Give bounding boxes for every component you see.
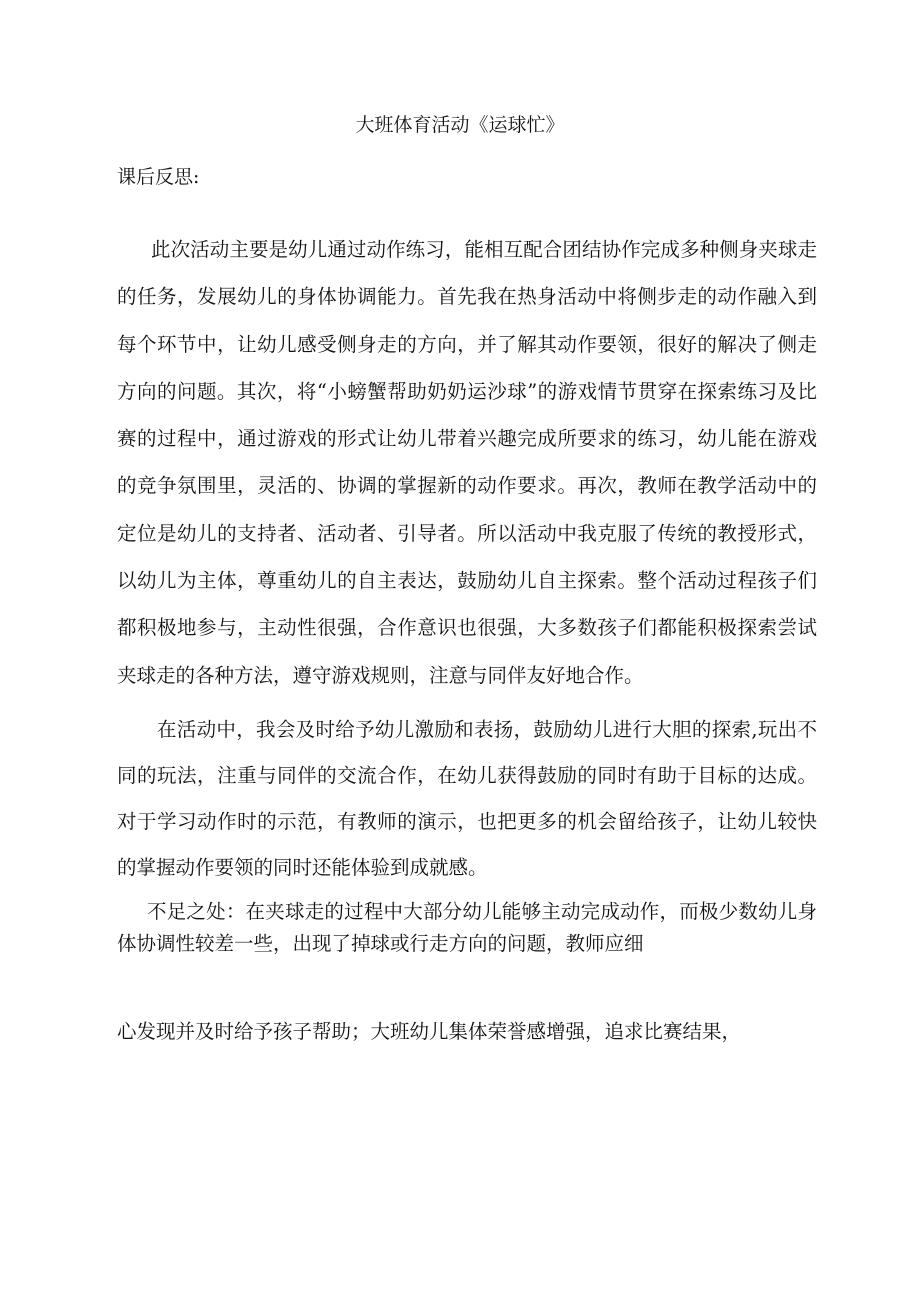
paragraph-shortcomings: 不足之处：在夹球走的过程中大部分幼儿能够主动完成动作，而极少数幼儿身体协调性较差一些，出现了掉球或行走方向的问题，教师应细 xyxy=(117,900,817,955)
paragraph-reflection-main: 此次活动主要是幼儿通过动作练习，能相互配合团结协作完成多种侧身夹球走的任务，发展幼儿的身体协调能力。首先我在热身活动中将侧步走的动作融入到每个环节中，让幼儿感受侧身走的方向，并了解其动作要领，很好的解决了侧走方向的问题。其次，将“小螃蟹帮助奶奶运沙球”的游戏情节贯穿在探索练习及比赛的过程中，通过游戏的形式让幼儿带着兴趣完成所要求的练习，幼儿能在游戏的竞争氛围里，灵活的、协调的掌握新的动作要求。再次，教师在教学活动中的定位是幼儿的支持者、活动者、引导者。所以活动中我克服了传统的教授形式，以幼儿为主体，尊重幼儿的自主表达，鼓励幼儿自主探索。整个活动过程孩子们都积极地参与，主动性很强，合作意识也很强，大多数孩子们都能积极探索尝试夹球走的各种方法，遵守游戏规则，注意与同伴友好地合作。 xyxy=(117,238,817,687)
paragraph-continuation: 心发现并及时给予孩子帮助；大班幼儿集体荣誉感增强，追求比赛结果， xyxy=(117,1020,742,1043)
section-heading: 课后反思: xyxy=(117,166,200,188)
document-title: 大班体育活动《运球忙》 xyxy=(355,114,565,136)
paragraph-encouragement: 在活动中，我会及时给予幼儿激励和表扬，鼓励幼儿进行大胆的探索,玩出不同的玩法，注重与同伴的交流合作，在幼儿获得鼓励的同时有助于目标的达成。对于学习动作时的示范，有教师的演示，也把更多的机会留给孩子，让幼儿较快的掌握动作要领的同时还能体验到成就感。 xyxy=(117,718,817,879)
